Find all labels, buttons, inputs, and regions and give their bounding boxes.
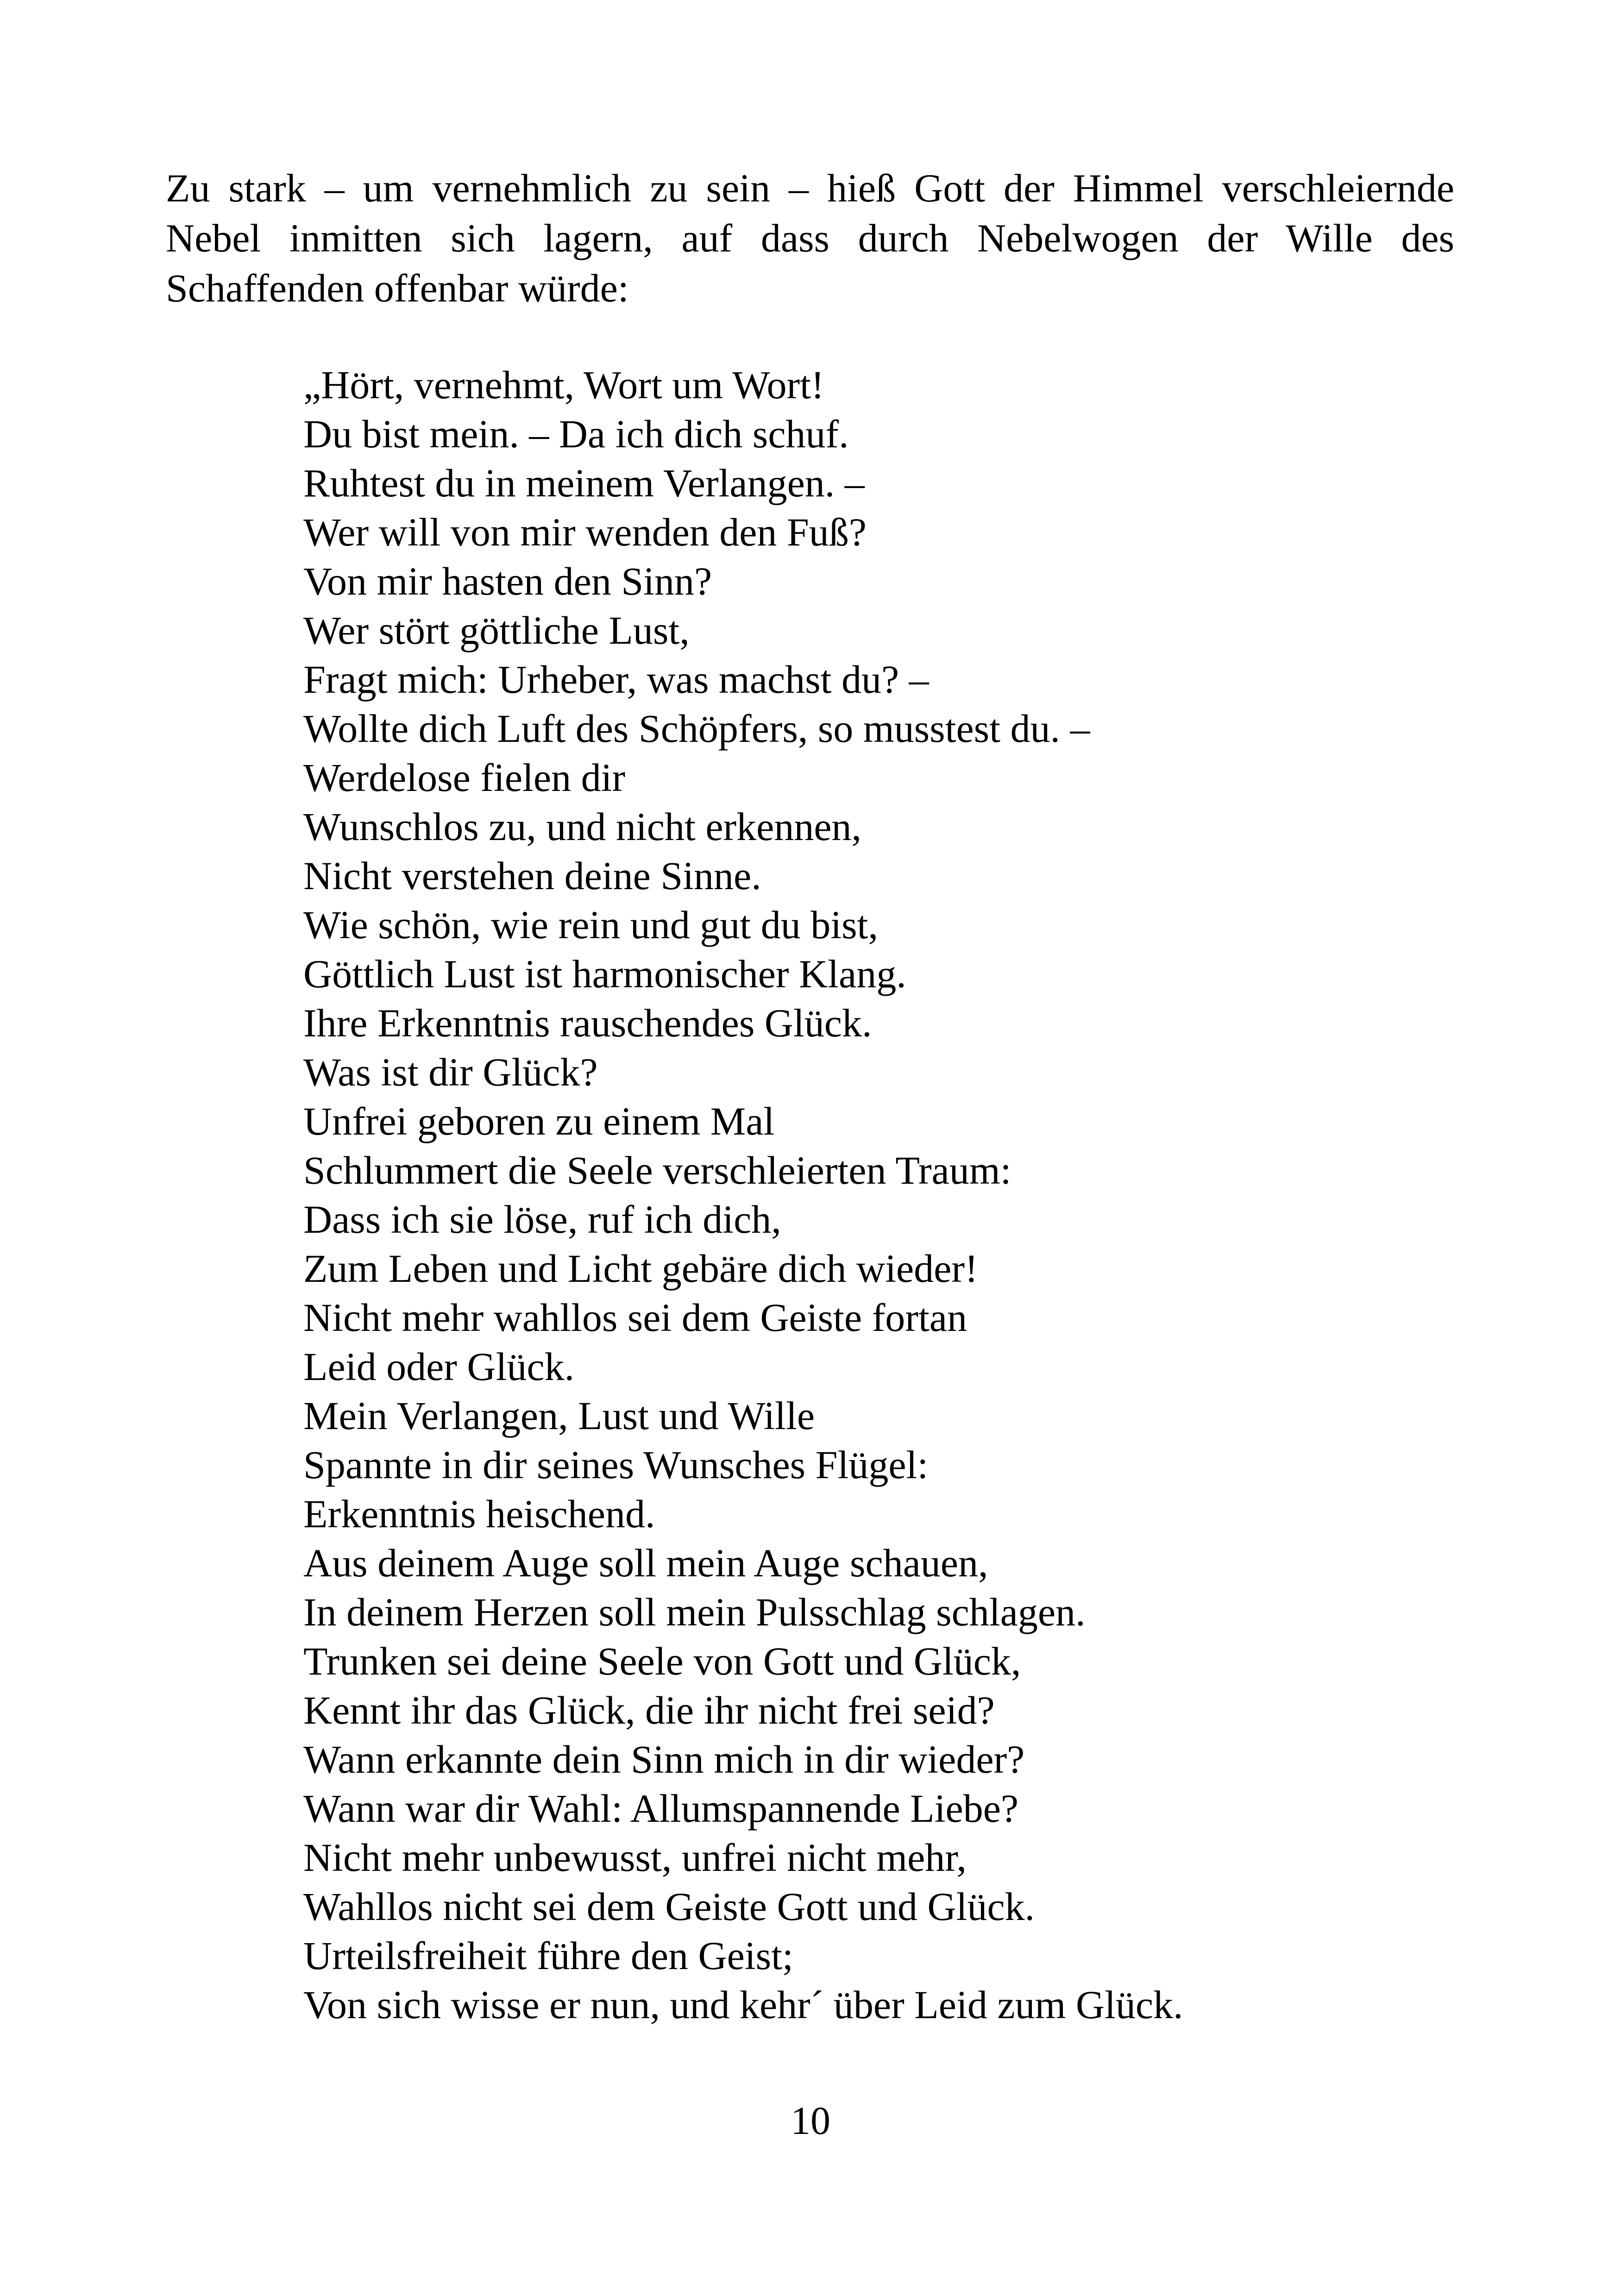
- poem-line: Ihre Erkenntnis rauschendes Glück.: [303, 1001, 872, 1045]
- poem-line: Wann war dir Wahl: Allumspannende Liebe?: [303, 1786, 1019, 1831]
- poem-line: Spannte in dir seines Wunsches Flügel:: [303, 1443, 929, 1487]
- poem-line: Mein Verlangen, Lust und Wille: [303, 1393, 815, 1438]
- poem-line: Unfrei geboren zu einem Mal: [303, 1099, 775, 1143]
- poem-line: Von sich wisse er nun, und kehr´ über Leid zum Glück.: [303, 1982, 1183, 2027]
- poem-line: Leid oder Glück.: [303, 1344, 575, 1389]
- poem-line: Erkenntnis heischend.: [303, 1492, 655, 1536]
- poem-line: Nicht mehr wahllos sei dem Geiste fortan: [303, 1295, 967, 1340]
- poem-line: „Hört, vernehmt, Wort um Wort!: [303, 363, 824, 407]
- poem-line: Trunken sei deine Seele von Gott und Glück,: [303, 1639, 1021, 1683]
- poem-stanza: [303, 360, 1183, 2029]
- poem-line: Kennt ihr das Glück, die ihr nicht frei seid?: [303, 1688, 995, 1732]
- poem-line: Zum Leben und Licht gebäre dich wieder!: [303, 1246, 978, 1291]
- poem-line: Wunschlos zu, und nicht erkennen,: [303, 804, 862, 849]
- poem-line: Dass ich sie löse, ruf ich dich,: [303, 1197, 781, 1242]
- poem-line: Von mir hasten den Sinn?: [303, 559, 712, 603]
- poem-line: Aus deinem Auge soll mein Auge schauen,: [303, 1541, 988, 1585]
- intro-paragraph: Zu stark – um vernehmlich zu sein – hieß Gott der Himmel verschleiernde Nebel inmitten sich lagern, auf dass durch Nebelwogen der Wille des Schaffenden offenbar würde:: [166, 166, 1454, 310]
- poem-line: Wahllos nicht sei dem Geiste Gott und Glück.: [303, 1884, 1035, 1929]
- poem-line: Urteilsfreiheit führe den Geist;: [303, 1933, 793, 1978]
- poem-line: In deinem Herzen soll mein Pulsschlag schlagen.: [303, 1590, 1086, 1634]
- poem-line: Du bist mein. – Da ich dich schuf.: [303, 412, 849, 456]
- poem-line: Göttlich Lust ist harmonischer Klang.: [303, 952, 906, 996]
- poem-line: Wer stört göttliche Lust,: [303, 608, 690, 652]
- poem-line: Nicht verstehen deine Sinne.: [303, 853, 761, 898]
- poem-line: Wann erkannte dein Sinn mich in dir wieder?: [303, 1737, 1025, 1782]
- poem-line: Was ist dir Glück?: [303, 1050, 598, 1094]
- poem-line: Werdelose fielen dir: [303, 755, 626, 800]
- poem-line: Nicht mehr unbewusst, unfrei nicht mehr,: [303, 1835, 967, 1880]
- poem-line: Ruhtest du in meinem Verlangen. –: [303, 461, 865, 505]
- poem-line: Wer will von mir wenden den Fuß?: [303, 510, 867, 554]
- page-number: 10: [791, 2098, 830, 2143]
- poem-line: Schlummert die Seele verschleierten Traum:: [303, 1148, 1012, 1192]
- poem-line: Fragt mich: Urheber, was machst du? –: [303, 657, 929, 702]
- poem-line: Wie schön, wie rein und gut du bist,: [303, 903, 878, 947]
- poem-line: Wollte dich Luft des Schöpfers, so musstest du. –: [303, 706, 1090, 751]
